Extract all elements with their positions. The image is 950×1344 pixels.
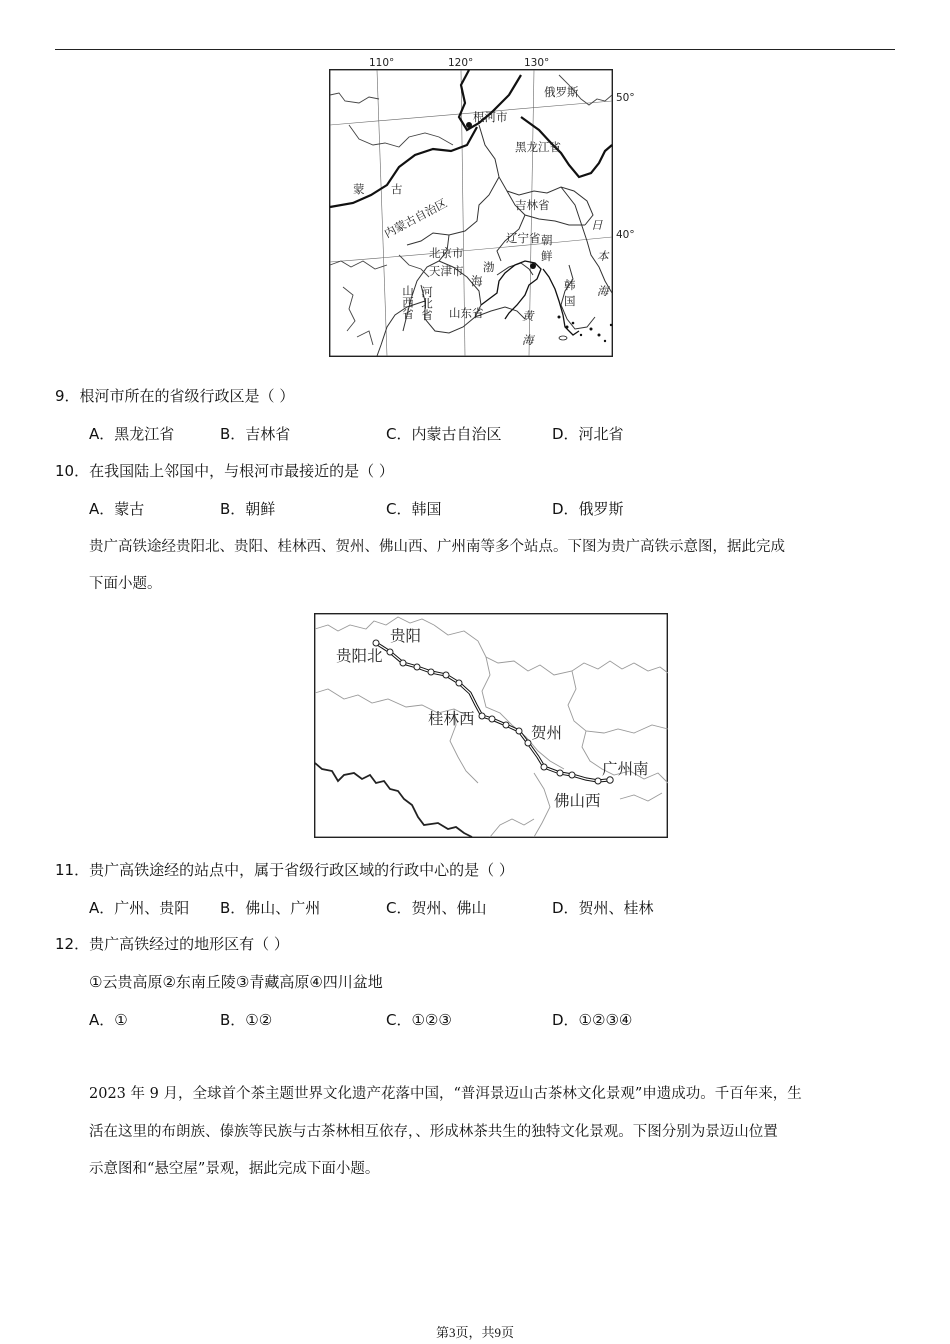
- station-hezhou: [516, 728, 522, 734]
- label-yellow-sea-1: 黄: [522, 309, 534, 323]
- q9-option-a[interactable]: A．黑龙江省: [89, 425, 175, 443]
- label-shanxi: 山西省: [401, 285, 415, 320]
- label-tianjin: 天津市: [429, 264, 464, 278]
- station-dot: [503, 722, 509, 728]
- station-dot: [428, 669, 434, 675]
- label-jilin: 吉林省: [515, 198, 550, 212]
- label-guangzhou-south: 广州南: [602, 760, 649, 778]
- lon-label-110: 110°: [369, 57, 395, 69]
- lat-label-40: 40°: [616, 229, 635, 241]
- label-genhe: 根河市: [473, 110, 508, 124]
- label-heilongjiang: 黑龙江省: [515, 140, 561, 154]
- question-9-stem: 9．根河市所在的省级行政区是（ ）: [55, 387, 295, 405]
- q10-option-c[interactable]: C．韩国: [386, 500, 442, 518]
- intro-gui-guang-line-1: 贵广高铁途经贵阳北、贵阳、桂林西、贺州、佛山西、广州南等多个站点。下图为贵广高铁示意图，据此完成: [89, 539, 785, 555]
- label-korea-s-1: 韩: [564, 278, 576, 292]
- label-liaoning: 辽宁省: [506, 231, 541, 245]
- label-beijing: 北京市: [429, 246, 464, 260]
- label-yellow-sea-2: 海: [522, 333, 534, 347]
- q10-option-a[interactable]: A．蒙古: [89, 500, 145, 518]
- q10-option-b[interactable]: B．朝鲜: [220, 500, 276, 518]
- station-dot: [443, 672, 449, 678]
- label-guiyang-north: 贵阳北: [336, 647, 383, 665]
- label-japan-sea-2: 本: [597, 249, 609, 263]
- intro-jingmai-line-3: 示意图和“悬空屋”景观，据此完成下面小题。: [89, 1161, 380, 1177]
- label-inner-mongolia: 内蒙古自治区: [381, 195, 450, 241]
- q11-option-a[interactable]: A．广州、贵阳: [89, 899, 190, 917]
- label-hebei: 河北省: [420, 286, 434, 321]
- lon-label-120: 120°: [448, 57, 474, 69]
- q12-option-b[interactable]: B．①②: [220, 1011, 273, 1029]
- q9-option-b[interactable]: B．吉林省: [220, 425, 291, 443]
- station-foshan-west: [595, 778, 601, 784]
- q11-option-b[interactable]: B．佛山、广州: [220, 899, 321, 917]
- label-bohai-2: 海: [471, 274, 483, 288]
- q10-option-d[interactable]: D．俄罗斯: [552, 500, 624, 518]
- page-footer: 第3页，共9页: [435, 1325, 514, 1340]
- label-mongolia-1: 蒙: [353, 182, 365, 196]
- station-dot: [489, 716, 495, 722]
- gui-guang-railway-map: [314, 613, 668, 838]
- q12-option-d[interactable]: D．①②③④: [552, 1011, 633, 1029]
- lon-label-130: 130°: [524, 57, 550, 69]
- label-russia: 俄罗斯: [544, 85, 579, 99]
- intro-jingmai-line-1: 2023 年 9 月，全球首个茶主题世界文化遗产花落中国，“普洱景迈山古茶林文化景观”申遗成功。千百年来，生: [89, 1086, 802, 1102]
- q12-option-c[interactable]: C．①②③: [386, 1011, 452, 1029]
- station-guilin-west: [479, 713, 485, 719]
- label-foshan-west: 佛山西: [554, 792, 601, 810]
- station-dot: [557, 770, 563, 776]
- label-hezhou: 贺州: [531, 724, 563, 742]
- label-korea-n-1: 朝: [541, 233, 553, 247]
- q11-option-c[interactable]: C．贺州、佛山: [386, 899, 487, 917]
- label-bohai-1: 渤: [483, 260, 495, 274]
- q12-option-a[interactable]: A．①: [89, 1011, 128, 1029]
- q9-option-c[interactable]: C．内蒙古自治区: [386, 425, 502, 443]
- q12-item-list: ①云贵高原②东南丘陵③青藏高原④四川盆地: [89, 973, 383, 991]
- station-dot: [400, 660, 406, 666]
- intro-gui-guang-line-2: 下面小题。: [89, 576, 162, 592]
- label-shandong: 山东省: [449, 306, 484, 320]
- label-japan-sea-3: 海: [597, 284, 609, 298]
- label-guilin-west: 桂林西: [428, 710, 475, 728]
- label-japan-sea-1: 日: [591, 218, 603, 232]
- northeast-china-map: [329, 55, 635, 357]
- label-mongolia-2: 古: [391, 182, 403, 196]
- station-guiyang-north: [373, 640, 379, 646]
- question-12-stem: 12．贵广高铁经过的地形区有（ ）: [55, 935, 289, 953]
- station-dot: [414, 664, 420, 670]
- q9-option-d[interactable]: D．河北省: [552, 425, 624, 443]
- q11-option-d[interactable]: D．贺州、桂林: [552, 899, 654, 917]
- intro-jingmai-line-2: 活在这里的布朗族、傣族等民族与古茶林相互依存，、形成林茶共生的独特文化景观。下图分别为景迈山位置: [89, 1124, 778, 1140]
- station-dot: [456, 680, 462, 686]
- station-guiyang: [387, 649, 393, 655]
- station-dot: [541, 764, 547, 770]
- question-11-stem: 11．贵广高铁途经的站点中，属于省级行政区域的行政中心的是（ ）: [55, 861, 514, 879]
- lat-label-50: 50°: [616, 92, 635, 104]
- header-rule: [55, 49, 895, 50]
- label-korea-n-2: 鲜: [541, 249, 553, 263]
- label-guiyang: 贵阳: [390, 627, 422, 645]
- station-dot: [569, 772, 575, 778]
- question-10-stem: 10．在我国陆上邻国中，与根河市最接近的是（ ）: [55, 462, 394, 480]
- label-korea-s-2: 国: [564, 294, 576, 308]
